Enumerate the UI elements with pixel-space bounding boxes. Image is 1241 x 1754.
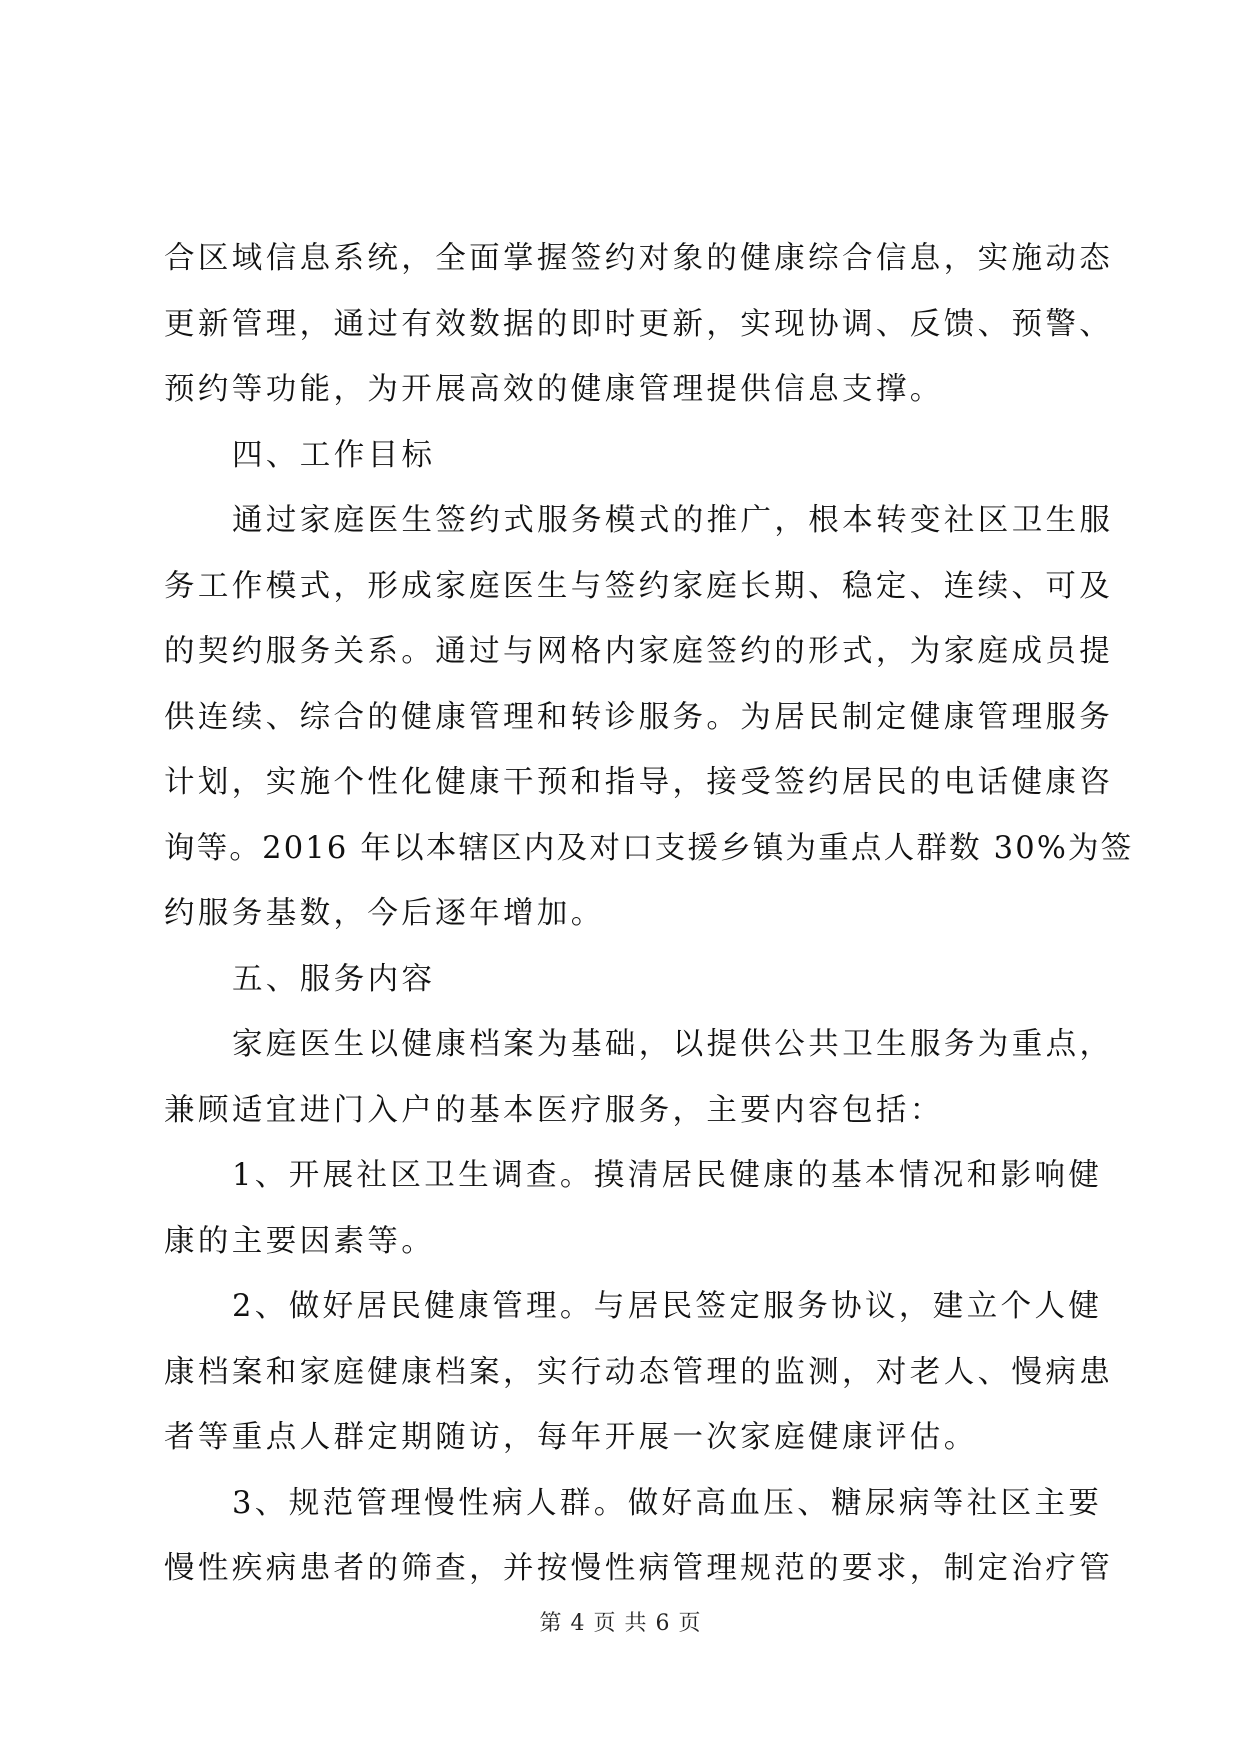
document-body bbox=[164, 226, 1134, 1602]
text-line: 询等。2016 年以本辖区内及对口支援乡镇为重点人群数 30%为签 bbox=[164, 830, 1134, 866]
text-line: 预约等功能，为开展高效的健康管理提供信息支撑。 bbox=[164, 372, 944, 407]
text-line: 兼顾适宜进门入户的基本医疗服务，主要内容包括： bbox=[164, 1092, 944, 1128]
text-line: 更新管理，通过有效数据的即时更新，实现协调、反馈、预警、 bbox=[164, 306, 1114, 342]
text-line: 康档案和家庭健康档案，实行动态管理的监测，对老人、慢病患 bbox=[164, 1354, 1114, 1390]
text-line: 2、做好居民健康管理。与居民签定服务协议，建立个人健 bbox=[232, 1289, 1103, 1324]
text-line: 计划，实施个性化健康干预和指导，接受签约居民的电话健康咨 bbox=[164, 765, 1114, 800]
text-line: 约服务基数，今后逐年增加。 bbox=[164, 896, 605, 931]
text-line: 者等重点人群定期随访，每年开展一次家庭健康评估。 bbox=[164, 1420, 978, 1455]
text-line: 供连续、综合的健康管理和转诊服务。为居民制定健康管理服务 bbox=[164, 699, 1114, 735]
text-line: 合区域信息系统，全面掌握签约对象的健康综合信息，实施动态 bbox=[164, 241, 1114, 276]
text-line: 1、开展社区卫生调查。摸清居民健康的基本情况和影响健 bbox=[232, 1158, 1103, 1193]
text-line: 通过家庭医生签约式服务模式的推广，根本转变社区卫生服 bbox=[232, 503, 1114, 538]
text-line: 家庭医生以健康档案为基础，以提供公共卫生服务为重点， bbox=[232, 1027, 1114, 1062]
text-line: 务工作模式，形成家庭医生与签约家庭长期、稳定、连续、可及 bbox=[164, 568, 1114, 604]
text-line: 3、规范管理慢性病人群。做好高血压、糖尿病等社区主要 bbox=[232, 1485, 1103, 1521]
text-line: 慢性疾病患者的筛查，并按慢性病管理规范的要求，制定治疗管 bbox=[164, 1551, 1114, 1586]
page-number-footer: 第 4 页 共 6 页 bbox=[539, 1611, 702, 1636]
section-heading: 四、工作目标 bbox=[232, 437, 436, 473]
section-heading: 五、服务内容 bbox=[232, 961, 436, 997]
text-line: 康的主要因素等。 bbox=[164, 1223, 436, 1259]
text-line: 的契约服务关系。通过与网格内家庭签约的形式，为家庭成员提 bbox=[164, 634, 1114, 669]
